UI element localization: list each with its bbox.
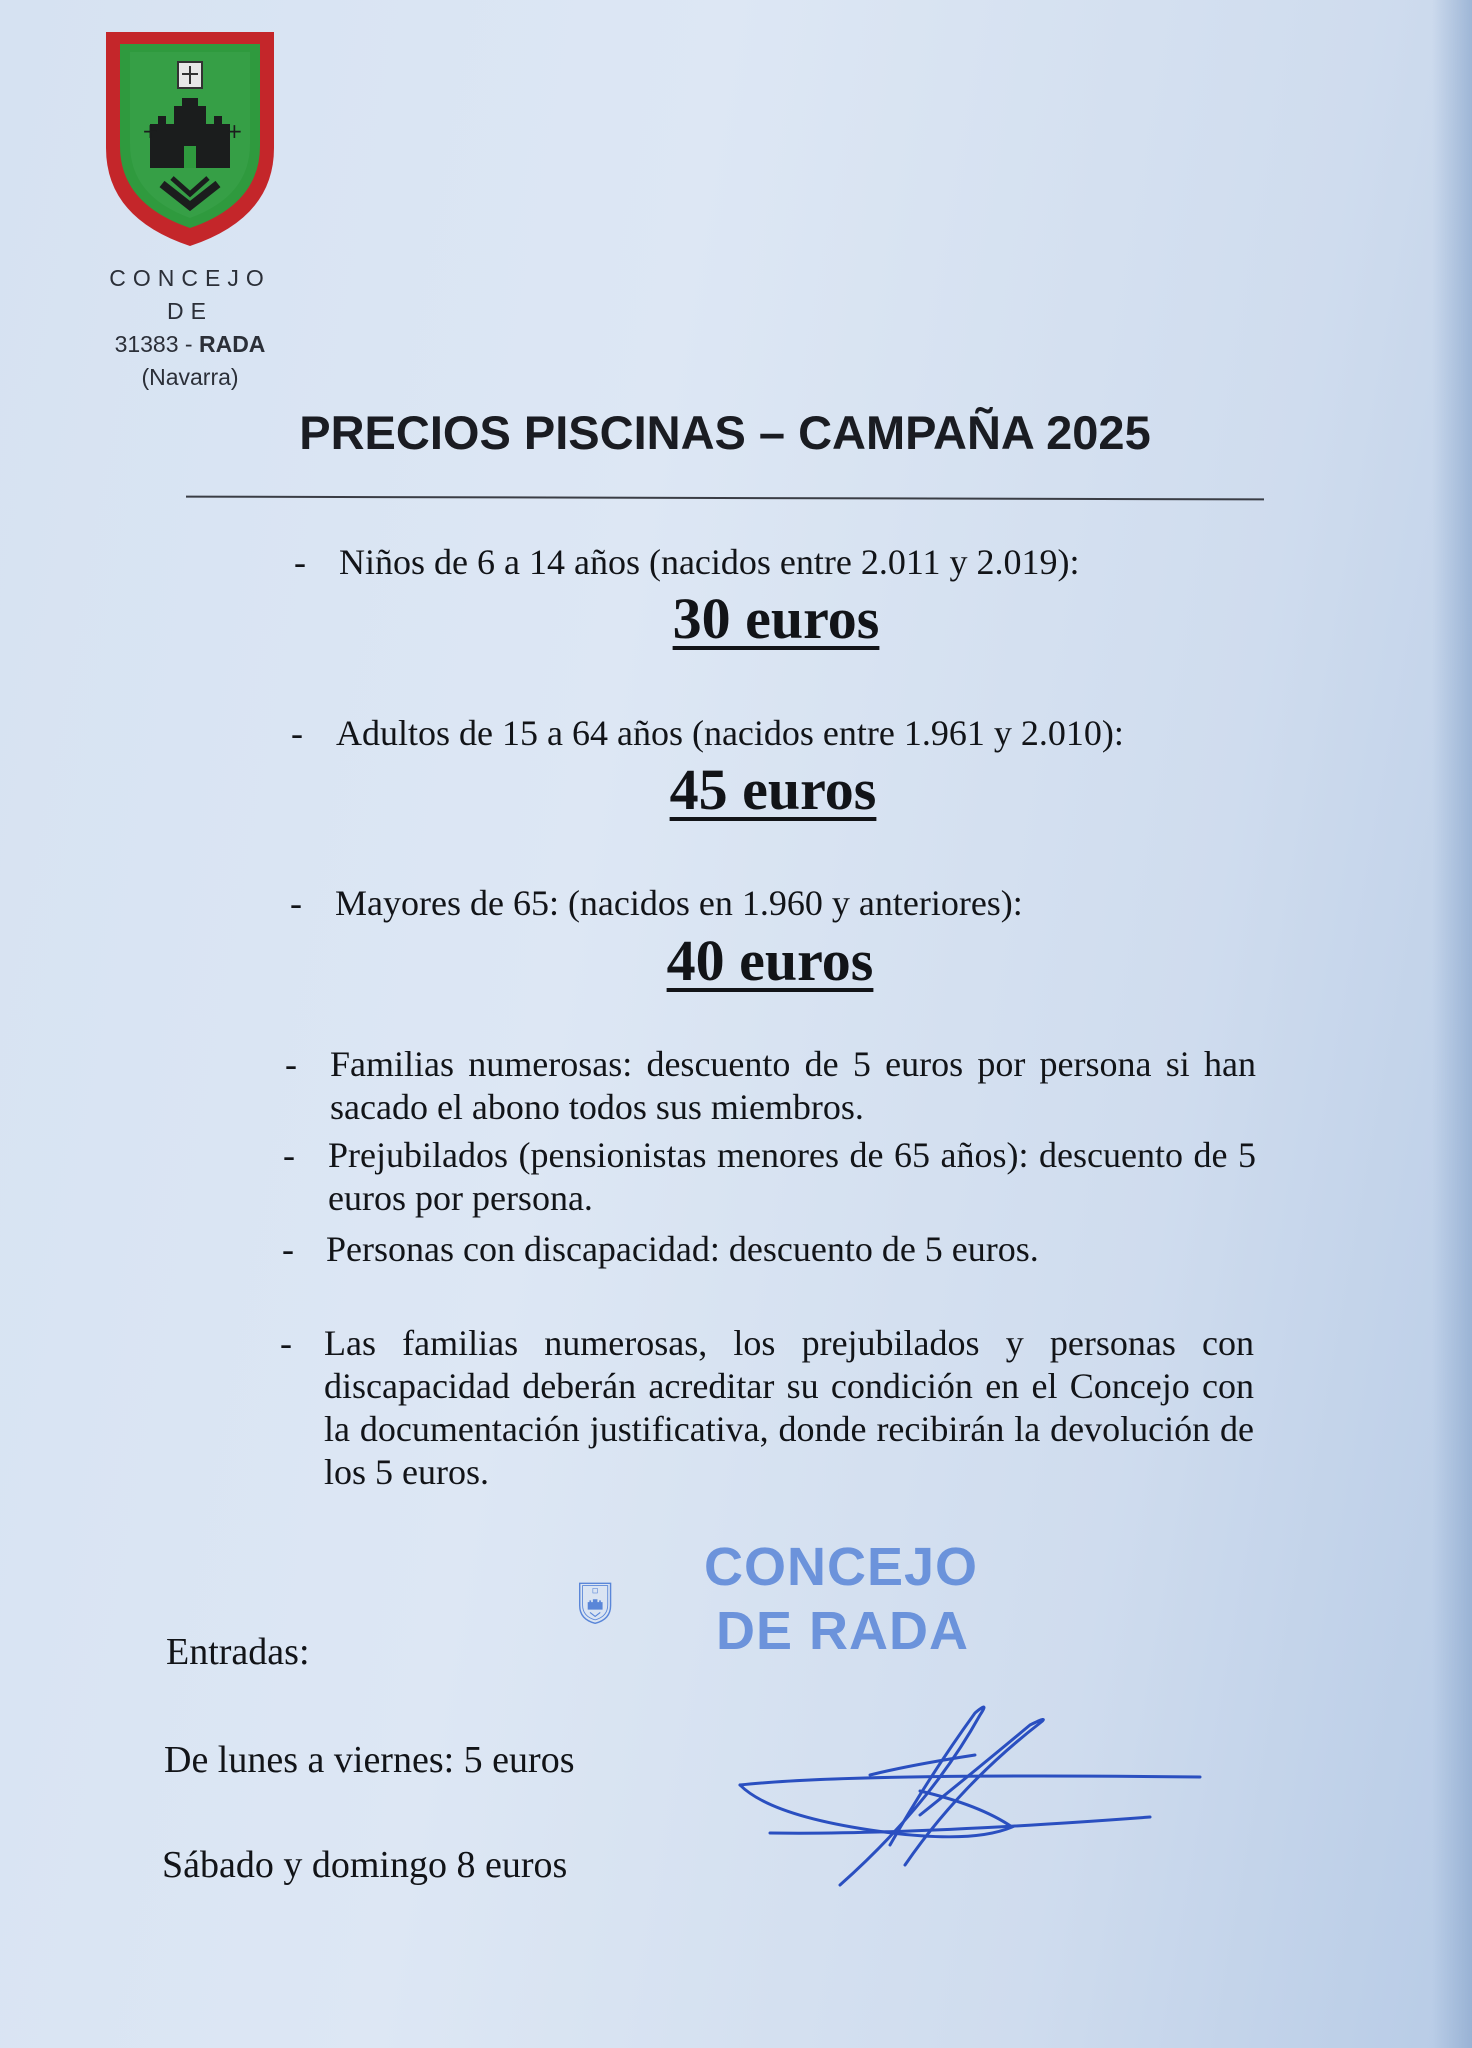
entries-weekend: Sábado y domingo 8 euros [162, 1844, 568, 1886]
discount-text: Prejubilados (pensionistas menores de 65 años): descuento de 5 euros por persona. [328, 1135, 1256, 1218]
bullet-dash: - [285, 1044, 297, 1084]
discount-text: Personas con discapacidad: descuento de 5 euros. [326, 1229, 1039, 1269]
price-value: 45 euros [669, 757, 877, 822]
svg-text:+: + [142, 119, 159, 143]
bullet-dash: - [282, 1229, 294, 1269]
price-value: 30 euros [672, 586, 880, 651]
price-label: Niños de 6 a 14 años (nacidos entre 2.011 y 2.019): [339, 542, 1080, 582]
town: RADA [198, 331, 266, 357]
signature [730, 1695, 1210, 1890]
org-line2: DE [167, 298, 213, 324]
postcode: 31383 - [114, 331, 193, 357]
region: (Navarra) [141, 364, 239, 390]
paper-edge-shadow [1432, 0, 1472, 2048]
page-title: PRECIOS PISCINAS – CAMPAÑA 2025 [299, 406, 1151, 459]
stamp-line1: CONCEJO [704, 1537, 979, 1597]
stamp-line2: DE RADA [716, 1601, 970, 1661]
price-value: 40 euros [666, 928, 874, 993]
entries-weekday: De lunes a viernes: 5 euros [164, 1739, 575, 1781]
coat-of-arms-icon [102, 28, 278, 250]
org-address [60, 328, 320, 361]
bullet-dash: - [291, 713, 303, 753]
bullet-dash: - [280, 1323, 292, 1363]
entries-heading: Entradas: [166, 1631, 310, 1673]
price-label: Adultos de 15 a 64 años (nacidos entre 1.961 y 2.010): [336, 713, 1124, 753]
bullet-dash: - [283, 1135, 295, 1175]
organization-block [60, 262, 320, 394]
note-text: Las familias numerosas, los prejubilados y personas con discapacidad deberán acreditar su condición en el Concejo con la documentación justificativa, donde recibirán la devolución de los 5 euros. [324, 1323, 1254, 1492]
price-label: Mayores de 65: (nacidos en 1.960 y anteriores): [335, 883, 1023, 923]
org-line1: CONCEJO [109, 265, 271, 291]
bullet-dash: - [290, 883, 302, 923]
stamp-text [704, 1535, 978, 1663]
bullet-dash: - [294, 542, 306, 582]
title-divider [186, 496, 1264, 501]
svg-text:+: + [226, 119, 243, 143]
discount-text: Familias numerosas: descuento de 5 euros por persona si han sacado el abono todos sus miembros. [330, 1044, 1256, 1127]
stamp-crest-icon [578, 1528, 698, 1678]
